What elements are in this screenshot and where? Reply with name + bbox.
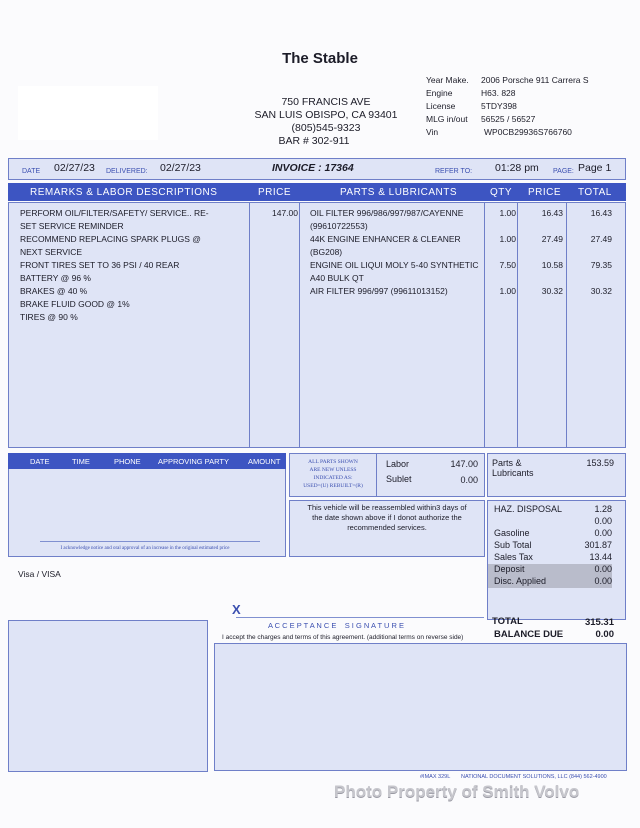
vehicle-value: H63. 828 bbox=[481, 88, 516, 98]
vehicle-label: Year Make. bbox=[426, 75, 469, 85]
approval-header: DATE bbox=[30, 457, 50, 466]
delivered-date: 02/27/23 bbox=[160, 162, 201, 174]
vehicle-label: License bbox=[426, 101, 456, 111]
parts-price-header: PRICE bbox=[528, 187, 562, 198]
parts-note-line: USED=(U) REBUILT=(R) bbox=[303, 483, 363, 489]
date-label: DATE bbox=[22, 168, 41, 175]
invoice-number: INVOICE : 17364 bbox=[272, 162, 354, 174]
acceptance-signature-label: A C C E P T A N C E S I G N A T U R E bbox=[268, 621, 405, 630]
vehicle-value: 5TDY398 bbox=[481, 101, 517, 111]
totals-label: Sales Tax bbox=[494, 552, 533, 562]
part-qty: 1.00 bbox=[499, 234, 516, 244]
parts-summary-label-1: Parts & bbox=[492, 458, 522, 468]
payment-method: Visa / VISA bbox=[18, 569, 61, 579]
totals-value: 301.87 bbox=[584, 540, 612, 550]
vehicle-value: 2006 Porsche 911 Carrera S bbox=[481, 75, 589, 85]
part-total: 30.32 bbox=[590, 286, 612, 296]
shop-bar-number: BAR # 302-911 bbox=[278, 135, 350, 147]
vehicle-label: MLG in/out bbox=[426, 114, 468, 124]
part-qty: 7.50 bbox=[499, 260, 516, 270]
qty-header: QTY bbox=[490, 187, 513, 198]
shop-phone: (805)545-9323 bbox=[291, 122, 361, 134]
part-description: (BG208) bbox=[310, 247, 343, 257]
part-price: 27.49 bbox=[541, 234, 563, 244]
sublet-label: Sublet bbox=[386, 474, 412, 484]
additional-notes-box bbox=[214, 643, 627, 771]
invoice-date: 02/27/23 bbox=[54, 162, 95, 174]
part-price: 10.58 bbox=[541, 260, 563, 270]
approval-header: PHONE bbox=[114, 457, 141, 466]
approval-header: APPROVING PARTY bbox=[158, 457, 229, 466]
parts-note-line: ALL PARTS SHOWN bbox=[308, 459, 358, 465]
part-description: 44K ENGINE ENHANCER & CLEANER bbox=[310, 234, 461, 244]
labor-line: TIRES @ 90 % bbox=[20, 312, 78, 322]
total-header: TOTAL bbox=[578, 187, 612, 198]
grand-total-label: TOTAL bbox=[492, 616, 523, 627]
parts-summary-label-2: Lubricants bbox=[492, 468, 534, 478]
labor-price: 147.00 bbox=[272, 208, 298, 218]
totals-value: 0.00 bbox=[594, 576, 612, 586]
totals-label: Disc. Applied bbox=[494, 576, 547, 586]
approval-header-bar bbox=[8, 453, 286, 469]
part-qty: 1.00 bbox=[499, 208, 516, 218]
totals-label: Gasoline bbox=[494, 528, 530, 538]
vehicle-value: WP0CB29936S766760 bbox=[484, 127, 572, 137]
labor-total: 147.00 bbox=[450, 459, 478, 469]
labor-line: NEXT SERVICE bbox=[20, 247, 83, 257]
column-header-bar bbox=[8, 183, 626, 201]
totals-label: HAZ. DISPOSAL bbox=[494, 504, 563, 514]
form-company: NATIONAL DOCUMENT SOLUTIONS, LLC (844) 562-4900 bbox=[461, 774, 607, 780]
parts-note-line: INDICATED AS: bbox=[313, 475, 353, 481]
signature-x-mark: X bbox=[232, 602, 241, 617]
totals-value: 13.44 bbox=[589, 552, 612, 562]
part-description: ENGINE OIL LIQUI MOLY 5-40 SYNTHETIC bbox=[310, 260, 479, 270]
remarks-header: REMARKS & LABOR DESCRIPTIONS bbox=[30, 187, 218, 198]
reassemble-line: This vehicle will be reassembled within3 days of bbox=[307, 503, 467, 512]
page-number: Page 1 bbox=[578, 162, 612, 174]
shop-name: The Stable bbox=[282, 50, 358, 67]
shop-address: 750 FRANCIS AVE bbox=[281, 96, 371, 108]
totals-value: 0.00 bbox=[594, 564, 612, 574]
parts-summary-total: 153.59 bbox=[586, 458, 614, 468]
totals-value: 0.00 bbox=[594, 528, 612, 538]
grand-total-value: 315.31 bbox=[584, 617, 614, 628]
delivered-label: DELIVERED: bbox=[106, 168, 148, 175]
labor-line: BRAKE FLUID GOOD @ 1% bbox=[20, 299, 130, 309]
labor-line: BRAKES @ 40 % bbox=[20, 286, 88, 296]
watermark-text: Photo Property of Smith Volvo bbox=[334, 782, 580, 801]
part-description: OIL FILTER 996/986/997/987/CAYENNE bbox=[310, 208, 464, 218]
part-total: 27.49 bbox=[590, 234, 612, 244]
redacted-area bbox=[18, 86, 158, 140]
signature-line bbox=[236, 617, 484, 618]
invoice-time: 01:28 pm bbox=[495, 162, 539, 174]
parts-header: PARTS & LUBRICANTS bbox=[340, 187, 457, 198]
vehicle-label: Vin bbox=[426, 127, 439, 137]
labor-line: BATTERY @ 96 % bbox=[20, 273, 91, 283]
reassemble-line: the date shown above if I donot authorize the bbox=[312, 513, 462, 522]
balance-due-label: BALANCE DUE bbox=[494, 629, 564, 640]
labor-line: RECOMMEND REPLACING SPARK PLUGS @ bbox=[20, 234, 201, 244]
reassemble-line: recommended services. bbox=[347, 523, 427, 532]
approval-header: AMOUNT bbox=[248, 457, 281, 466]
page-label: PAGE: bbox=[553, 168, 574, 175]
sublet-total: 0.00 bbox=[460, 475, 478, 485]
part-price: 30.32 bbox=[541, 286, 563, 296]
totals-value: 0.00 bbox=[594, 516, 612, 526]
vehicle-label: Engine bbox=[426, 88, 453, 98]
form-number: #IMAX 329L bbox=[420, 774, 451, 780]
part-description: A40 BULK QT bbox=[310, 273, 364, 283]
labor-line: PERFORM OIL/FILTER/SAFETY/ SERVICE.. RE- bbox=[20, 208, 209, 218]
approval-acknowledgement: I acknowledge notice and oral approval of an increase in the original estimated price bbox=[60, 546, 230, 551]
part-total: 79.35 bbox=[590, 260, 612, 270]
totals-value: 1.28 bbox=[594, 504, 612, 514]
balance-due-value: 0.00 bbox=[595, 629, 614, 640]
vehicle-value: 56525 / 56527 bbox=[481, 114, 536, 124]
parts-note-line: ARE NEW UNLESS bbox=[309, 467, 357, 473]
totals-label: Sub Total bbox=[494, 540, 532, 550]
labor-line: SET SERVICE REMINDER bbox=[20, 221, 124, 231]
approval-header: TIME bbox=[72, 457, 90, 466]
labor-line: FRONT TIRES SET TO 36 PSI / 40 REAR bbox=[20, 260, 180, 270]
terms-text: I accept the charges and terms of this agreement. (additional terms on reverse side) bbox=[222, 634, 464, 641]
part-qty: 1.00 bbox=[499, 286, 516, 296]
refer-to-label: REFER TO: bbox=[435, 168, 473, 175]
labor-label: Labor bbox=[386, 459, 410, 469]
part-description: AIR FILTER 996/997 (99611013152) bbox=[310, 286, 448, 296]
part-total: 16.43 bbox=[590, 208, 612, 218]
customer-notes-box bbox=[8, 620, 208, 772]
labor-price-header: PRICE bbox=[258, 187, 292, 198]
shop-city: SAN LUIS OBISPO, CA 93401 bbox=[254, 109, 398, 121]
part-price: 16.43 bbox=[541, 208, 563, 218]
totals-label: Deposit bbox=[494, 564, 525, 574]
part-description: (99610722553) bbox=[310, 221, 368, 231]
